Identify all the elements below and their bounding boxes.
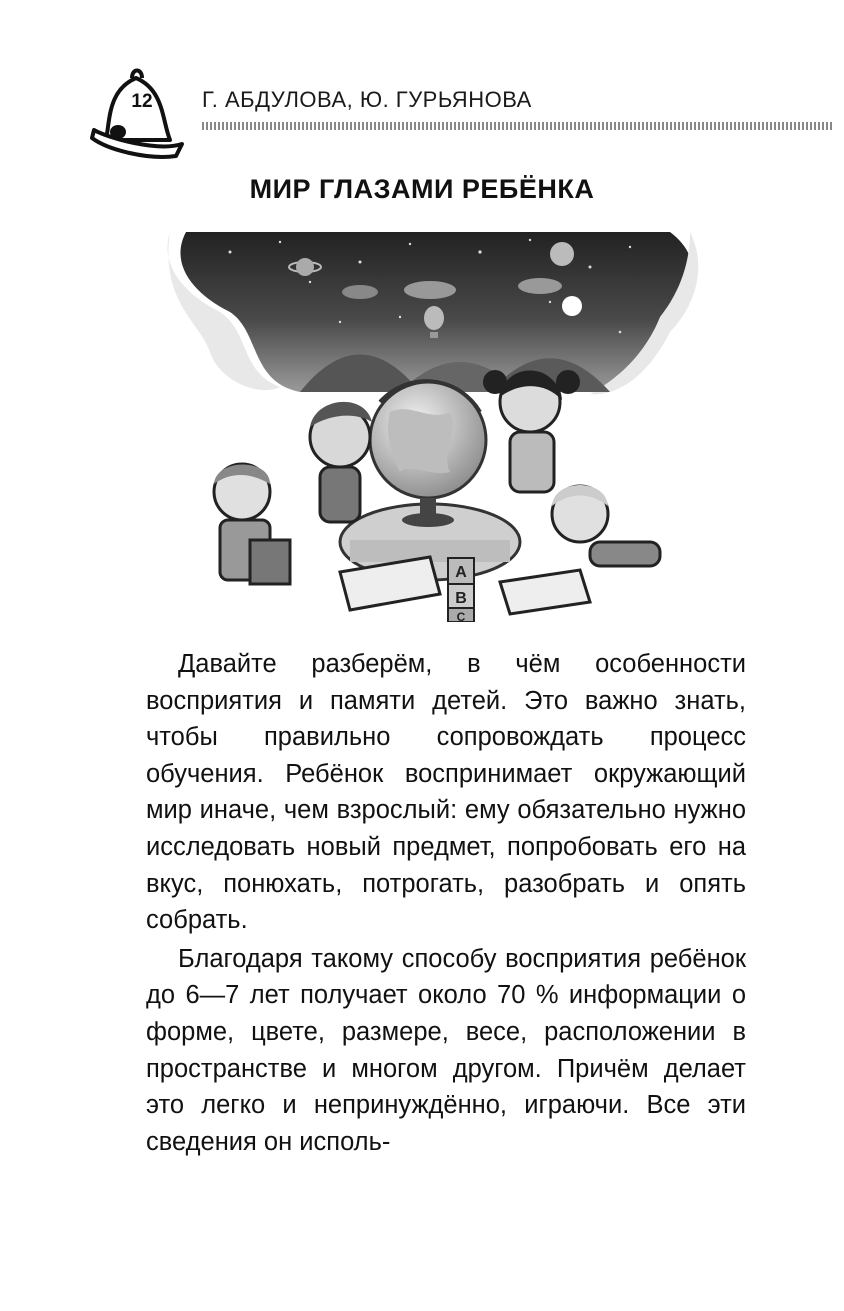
body-text [146,646,746,1160]
running-head: Г. АБДУЛОВА, Ю. ГУРЬЯНОВА [202,87,532,112]
header-rule [202,122,834,130]
paragraph-1: Давайте разберём, в чём особенности восприятия и памяти детей. Это важно знать, чтобы правильно сопровождать процесс обучения. Ребёнок воспринимает окружающий мир иначе, чем взрослый: ему обязательно нужно исследовать новый предмет, попробовать его на вкус, понюхать, потрогать, разобрать и опять собрать. [146,650,746,935]
paragraph-2: Благодаря такому способу восприятия ребёнок до 6—7 лет получает около 70 % информации о форме, цвете, размере, весе, расположении в пространстве и многом другом. Причём делает это легко и непринуждённо, играючи. Все эти сведения он исполь- [146,944,746,1156]
page-number: 12 [131,91,153,112]
block-letter-a: A [455,564,467,581]
page-header [88,60,748,170]
chapter-title: МИР ГЛАЗАМИ РЕБЁНКА [249,174,595,204]
block-letter-c: C [456,610,466,622]
block-letter-b: B [455,590,467,607]
children-globe-illustration [150,222,710,622]
